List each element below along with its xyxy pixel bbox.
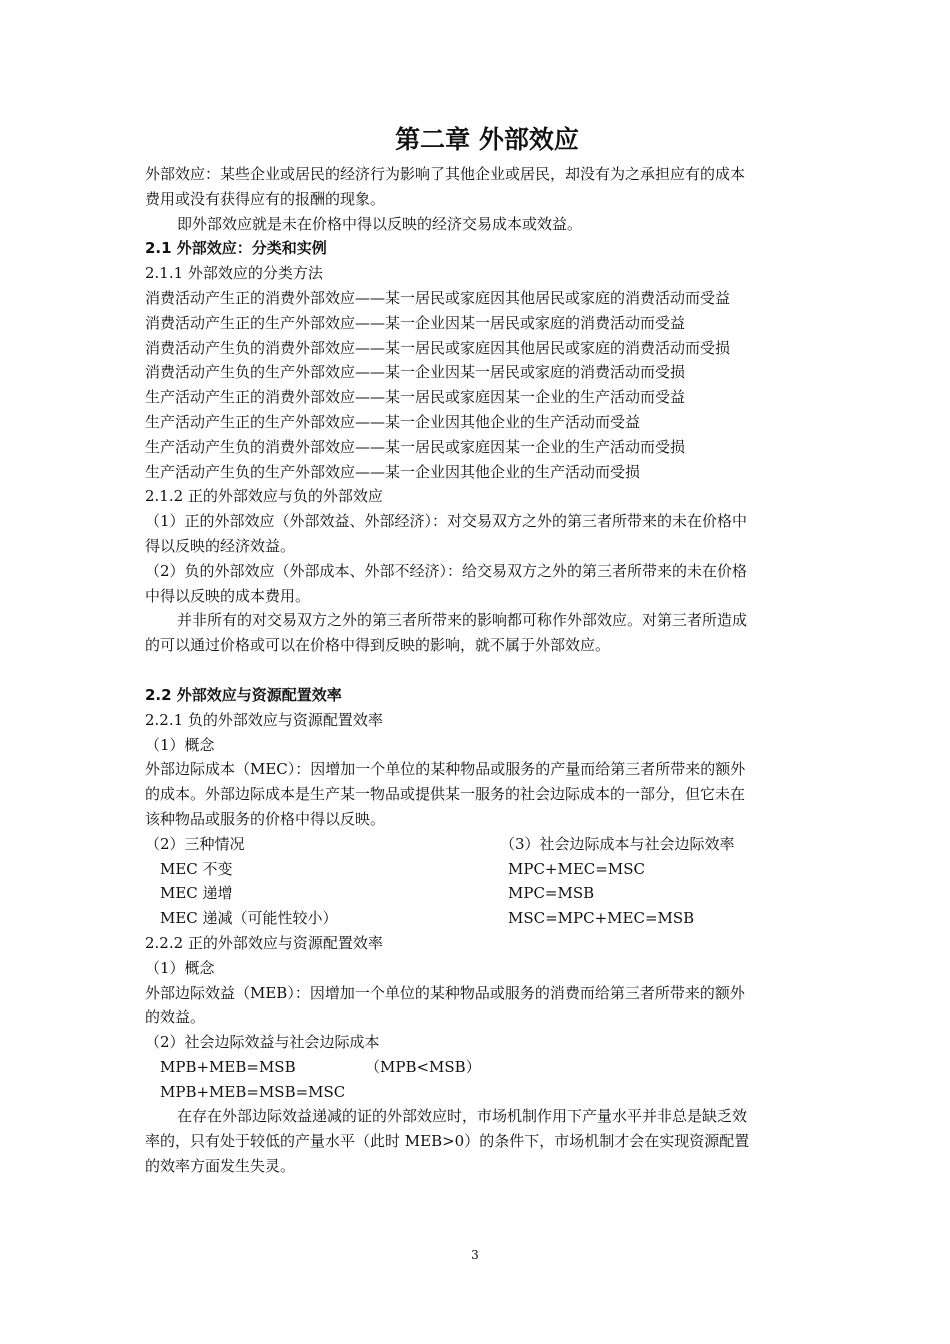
equation: MSC=MPC+MEC=MSB — [508, 909, 695, 928]
negative-externality-line-2: 中得以反映的成本费用。 — [145, 586, 311, 605]
cases-column — [145, 832, 500, 931]
classification-item: 生产活动产生正的生产外部效应——某一企业因其他企业的生产活动而受益 — [145, 412, 641, 431]
equation: MPC=MSB — [508, 884, 595, 903]
mec-definition-line-3: 该种物品或服务的价格中得以反映。 — [145, 809, 386, 828]
subsection-2-1-1: 2.1.1 外部效应的分类方法 — [145, 264, 323, 283]
meb-definition-line-1: 外部边际效益（MEB）：因增加一个单位的某种物品或服务的消费而给第三者所带来的额外 — [145, 983, 745, 1002]
classification-item: 生产活动产生负的消费外部效应——某一居民或家庭因某一企业的生产活动而受损 — [145, 437, 686, 456]
conclusion-line-1: 在存在外部边际效益递减的证的外部效应时，市场机制作用下产量水平并非总是缺乏效 — [177, 1107, 748, 1126]
two-column-block — [145, 832, 809, 931]
classification-item: 消费活动产生负的消费外部效应——某一居民或家庭因其他居民或家庭的消费活动而受损 — [145, 338, 731, 357]
subsection-2-2-2: 2.2.2 正的外部效应与资源配置效率 — [145, 933, 383, 952]
three-cases-label: （2）三种情况 — [145, 834, 245, 853]
note-line-1: 并非所有的对交易双方之外的第三者所带来的影响都可称作外部效应。对第三者所造成 — [177, 611, 748, 630]
conclusion-line-2: 率的，只有处于较低的产量水平（此时 MEB>0）的条件下，市场机制才会在实现资源配置 — [145, 1132, 750, 1151]
equation-row — [145, 1055, 809, 1080]
positive-externality-line-2: 得以反映的经济效益。 — [145, 536, 296, 555]
chapter-title: 第二章 外部效应 — [395, 125, 579, 154]
definition-line-1: 外部效应：某些企业或居民的经济行为影响了其他企业或居民，却没有为之承担应有的成本 — [145, 165, 746, 183]
classification-item: 消费活动产生负的生产外部效应——某一企业因某一居民或家庭的消费活动而受损 — [145, 363, 686, 382]
classification-item: 消费活动产生正的消费外部效应——某一居民或家庭因其他居民或家庭的消费活动而受益 — [145, 288, 731, 307]
mec-definition-line-2: 的成本。外部边际成本是生产某一物品或提供某一服务的社会边际成本的一部分，但它未在 — [145, 785, 746, 804]
equation-note: （MPB<MSB） — [365, 1057, 481, 1076]
meb-definition-line-2: 的效益。 — [145, 1008, 206, 1027]
case-item: MEC 不变 — [160, 859, 233, 878]
positive-externality-line-1: （1）正的外部效应（外部效益、外部经济）：对交易双方之外的第三者所带来的未在价格中 — [145, 512, 748, 531]
document-page — [145, 118, 809, 1179]
page-number: 3 — [471, 1248, 479, 1262]
negative-externality-line-1: （2）负的外部效应（外部成本、外部不经济）：给交易双方之外的第三者所带来的未在价格 — [145, 561, 748, 580]
mec-definition-line-1: 外部边际成本（MEC）：因增加一个单位的某种物品或服务的产量而给第三者所带来的额外 — [145, 760, 746, 779]
classification-item: 生产活动产生负的生产外部效应——某一企业因其他企业的生产活动而受损 — [145, 462, 641, 481]
note-line-2: 的可以通过价格或可以在价格中得到反映的影响，就不属于外部效应。 — [145, 636, 611, 655]
section-heading-2-1: 2.1 外部效应：分类和实例 — [145, 239, 327, 258]
social-benefit-label: （2）社会边际效益与社会边际成本 — [145, 1033, 380, 1052]
case-item: MEC 递减（可能性较小） — [160, 909, 338, 928]
equations-column — [500, 832, 809, 931]
social-cost-label: （3）社会边际成本与社会边际效率 — [500, 834, 735, 853]
conclusion-line-3: 的效率方面发生失灵。 — [145, 1157, 296, 1176]
restatement: 即外部效应就是未在价格中得以反映的经济交易成本或效益。 — [177, 214, 583, 233]
equation: MPB+MEB=MSB — [160, 1057, 296, 1076]
case-item: MEC 递增 — [160, 884, 233, 903]
subsection-2-1-2: 2.1.2 正的外部效应与负的外部效应 — [145, 487, 383, 506]
subsection-2-2-1: 2.2.1 负的外部效应与资源配置效率 — [145, 710, 383, 729]
section-heading-2-2: 2.2 外部效应与资源配置效率 — [145, 685, 342, 704]
section-spacer — [145, 658, 809, 683]
concept-label: （1）概念 — [145, 958, 215, 977]
definition-line-2: 费用或没有获得应有的报酬的现象。 — [145, 189, 386, 208]
equation: MPC+MEC=MSC — [508, 859, 645, 878]
concept-label: （1）概念 — [145, 735, 215, 754]
classification-item: 生产活动产生正的消费外部效应——某一居民或家庭因某一企业的生产活动而受益 — [145, 388, 686, 407]
equation: MPB+MEB=MSB=MSC — [160, 1082, 346, 1101]
classification-item: 消费活动产生正的生产外部效应——某一企业因某一居民或家庭的消费活动而受益 — [145, 313, 686, 332]
